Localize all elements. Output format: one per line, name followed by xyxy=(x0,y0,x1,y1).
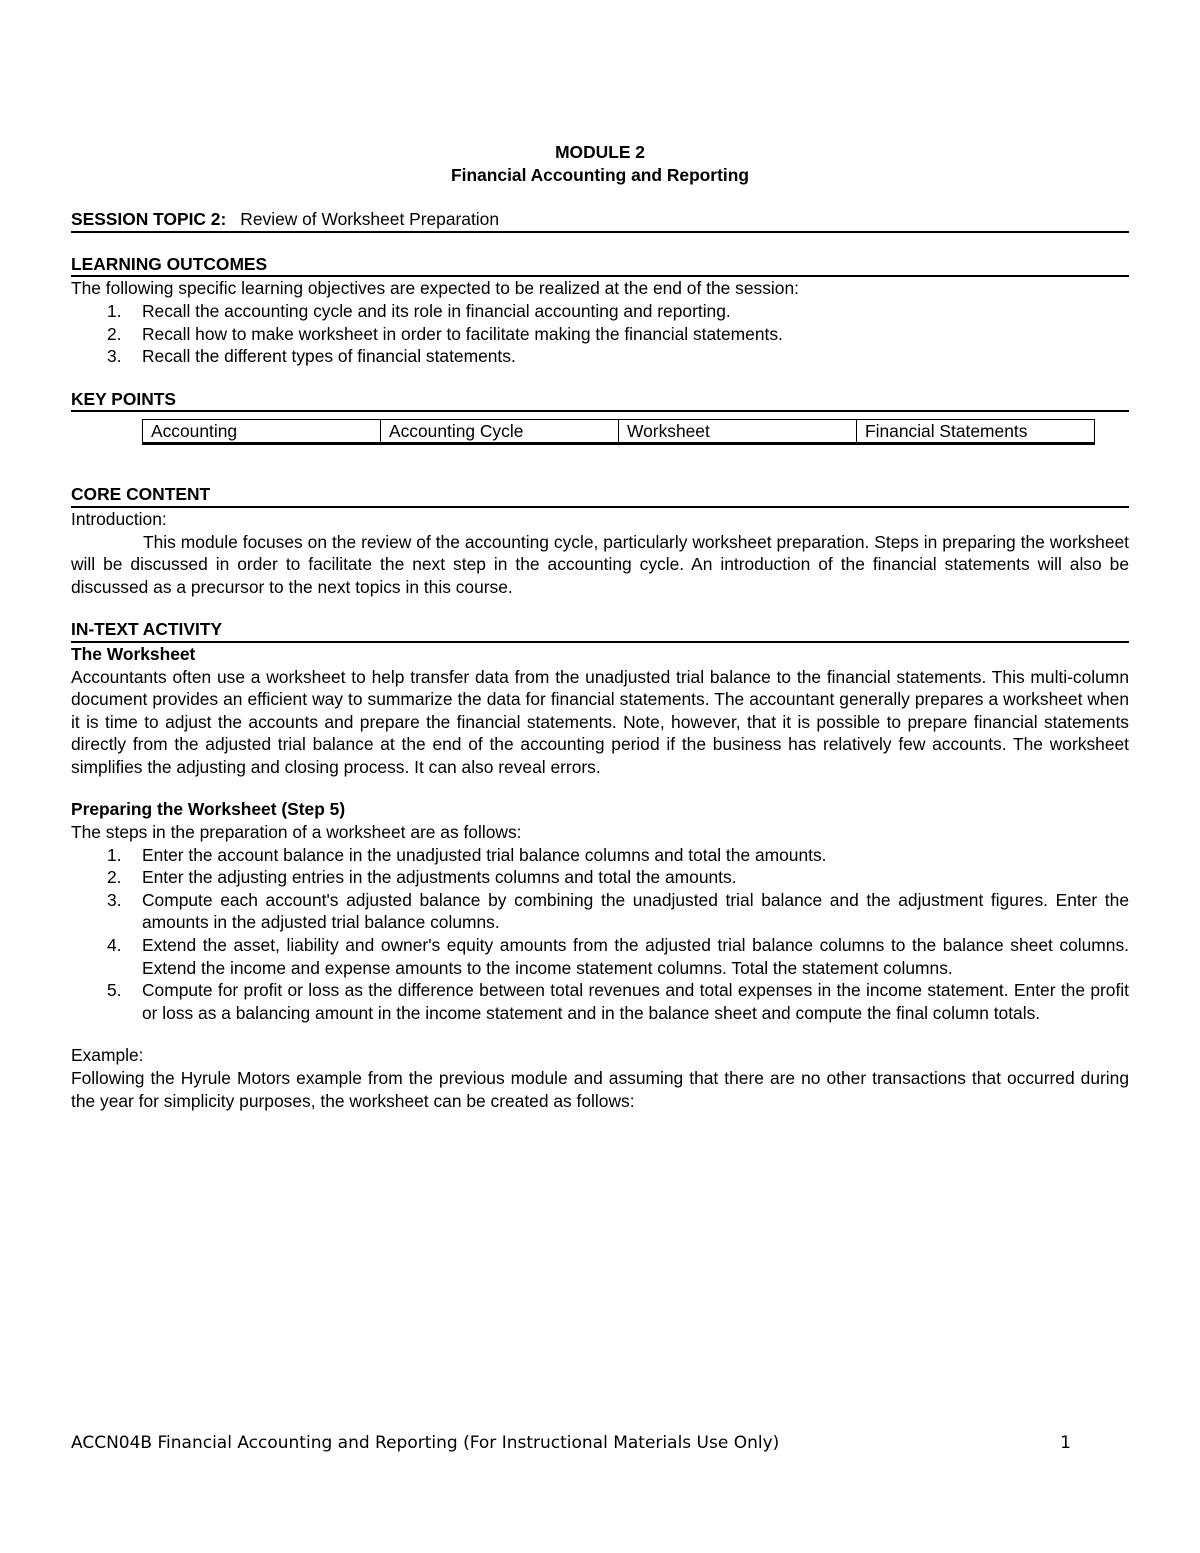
footer-text: ACCN04B Financial Accounting and Reporting (For Instructional Materials Use Only) xyxy=(71,1433,780,1453)
introduction-paragraph: This module focuses on the review of the accounting cycle, particularly worksheet preparation. Steps in preparing the worksheet will be discussed in order to facilitate the next step in the accounting cycle. An introduction of the financial statements will also be discussed as a precursor to the next topics in this course. xyxy=(71,531,1129,597)
worksheet-paragraph: Accountants often use a worksheet to help transfer data from the unadjusted trial balance to the financial statements. This multi-column document provides an efficient way to summarize the data for financial statements. The accountant generally prepares a worksheet when it is time to adjust the accounts and prepare the financial statements. Note, however, that it is possible to prepare financial statements directly from the adjusted trial balance at the end of the accounting period if the business has relatively few accounts. The worksheet simplifies the adjusting and closing process. It can also reveal errors. xyxy=(71,666,1129,777)
list-item: 4. Extend the asset, liability and owner's equity amounts from the adjusted trial balance columns to the balance sheet columns. Extend the income and expense amounts to the income statement columns. Total the statement columns. xyxy=(107,935,1129,978)
list-item: 5. Compute for profit or loss as the difference between total revenues and total expenses in the income statement. Enter the profit or loss as a balancing amount in the income statement and in the balance sheet and compute the final column totals. xyxy=(107,980,1129,1023)
key-point-cell: Accounting Cycle xyxy=(381,420,619,444)
page-number: 1 xyxy=(1060,1433,1071,1453)
introduction-label: Introduction: xyxy=(71,508,167,529)
page-footer xyxy=(71,1433,1071,1453)
key-point-cell: Worksheet xyxy=(619,420,857,444)
learning-outcomes-intro: The following specific learning objectives are expected to be realized at the end of the session: xyxy=(71,278,799,299)
list-item: 1. Enter the account balance in the unadjusted trial balance columns and total the amounts. xyxy=(107,844,827,865)
key-points-table xyxy=(142,419,1095,445)
module-title: MODULE 2 xyxy=(555,142,645,162)
document-page xyxy=(71,141,1129,1112)
learning-outcomes-heading: LEARNING OUTCOMES xyxy=(71,253,1129,278)
example-paragraph: Following the Hyrule Motors example from the previous module and assuming that there are no other transactions that occurred during the year for simplicity purposes, the worksheet can be created as follows: xyxy=(71,1068,1129,1111)
module-subtitle: Financial Accounting and Reporting xyxy=(451,164,749,185)
list-item: 2. Enter the adjusting entries in the adjustments columns and total the amounts. xyxy=(107,867,737,888)
key-point-cell: Accounting xyxy=(143,420,381,444)
learning-outcomes-list xyxy=(71,300,1129,368)
in-text-activity-heading: IN-TEXT ACTIVITY xyxy=(71,618,1129,643)
core-content-heading: CORE CONTENT xyxy=(71,483,1129,508)
list-item: 1. Recall the accounting cycle and its role in financial accounting and reporting. xyxy=(107,300,731,321)
key-point-cell: Financial Statements xyxy=(857,420,1095,444)
session-topic xyxy=(71,208,1129,233)
list-item: 2. Recall how to make worksheet in order to facilitate making the financial statements. xyxy=(107,323,783,344)
list-item: 3. Compute each account's adjusted balance by combining the unadjusted trial balance and the adjustment figures. Enter the amounts in the adjusted trial balance columns. xyxy=(107,889,1129,933)
worksheet-title: The Worksheet xyxy=(71,643,196,664)
key-points-heading: KEY POINTS xyxy=(71,388,1129,413)
session-topic-label: SESSION TOPIC 2: xyxy=(71,209,227,230)
preparing-worksheet-title: Preparing the Worksheet (Step 5) xyxy=(71,799,346,820)
preparing-worksheet-intro: The steps in the preparation of a worksheet are as follows: xyxy=(71,822,522,843)
example-label: Example: xyxy=(71,1045,144,1066)
list-item: 3. Recall the different types of financial statements. xyxy=(107,346,516,367)
worksheet-steps-list xyxy=(71,844,1129,1025)
session-topic-value: Review of Worksheet Preparation xyxy=(240,209,500,230)
